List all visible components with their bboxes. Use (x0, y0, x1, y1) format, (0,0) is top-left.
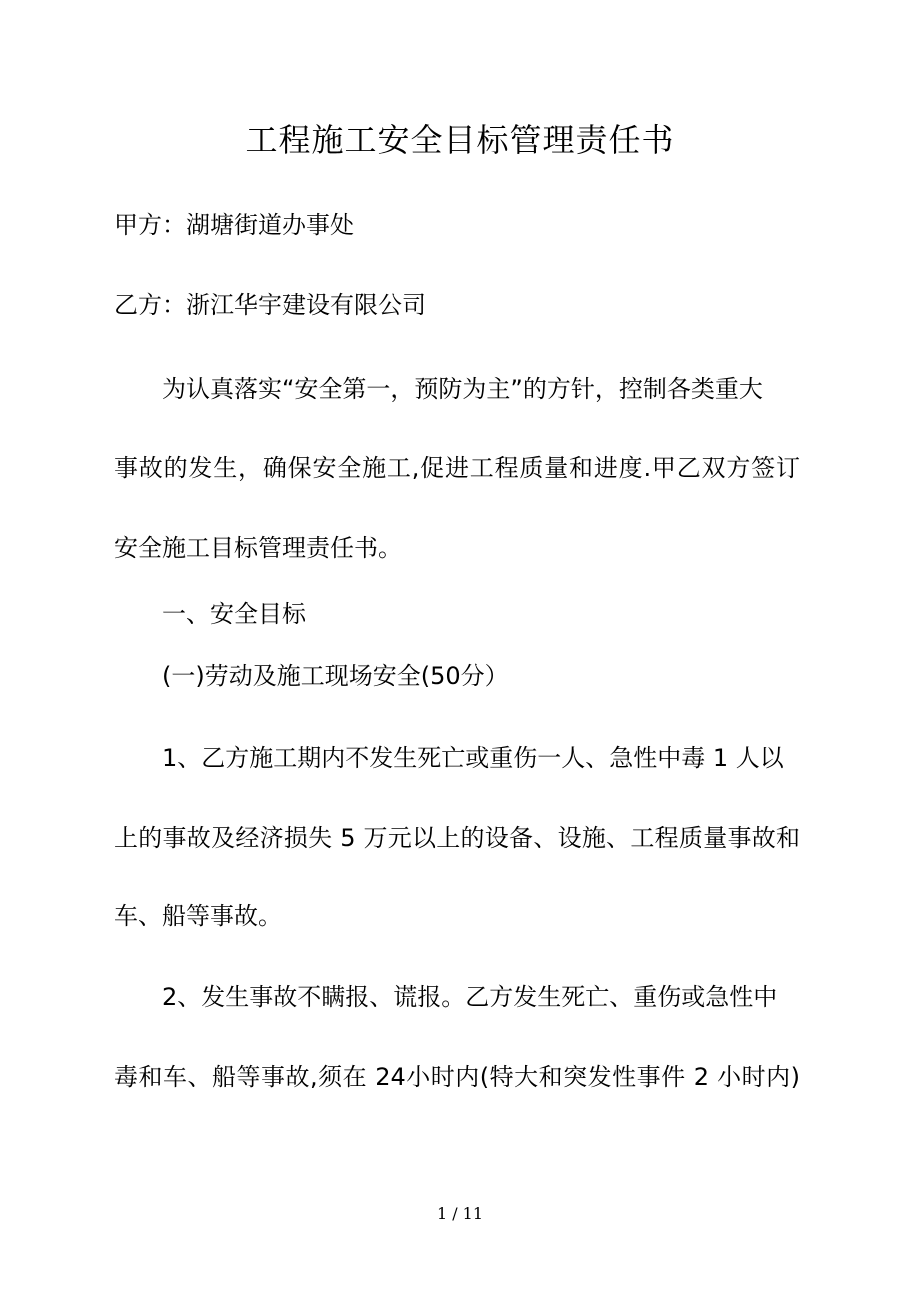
subsection-heading: (一)劳动及施工现场安全(50分） (162, 662, 509, 690)
intro-line-1: 为认真落实“安全第一，预防为主”的方针，控制各类重大 (162, 375, 763, 403)
document-title: 工程施工安全目标管理责任书 (245, 121, 675, 159)
section-heading: 一、安全目标 (162, 600, 306, 628)
item1-line-3: 车、船等事故。 (114, 902, 282, 930)
item2-line-1: 2、发生事故不瞒报、谎报。乙方发生死亡、重伤或急性中 (162, 983, 778, 1011)
intro-line-2: 事故的发生，确保安全施工,促进工程质量和进度.甲乙双方签订 (114, 454, 800, 482)
intro-line-3: 安全施工目标管理责任书。 (114, 534, 402, 562)
item2-line-2: 毒和车、船等事故,须在 24小时内(特大和突发性事件 2 小时内) (114, 1063, 800, 1091)
item1-line-2: 上的事故及经济损失 5 万元以上的设备、设施、工程质量事故和 (114, 824, 800, 852)
party-a-line: 甲方：湖塘街道办事处 (114, 211, 354, 239)
party-b-line: 乙方：浙江华宇建设有限公司 (114, 291, 426, 319)
page-number: 1 / 11 (436, 1204, 484, 1223)
item1-line-1: 1、乙方施工期内不发生死亡或重伤一人、急性中毒 1 人以 (162, 744, 784, 772)
